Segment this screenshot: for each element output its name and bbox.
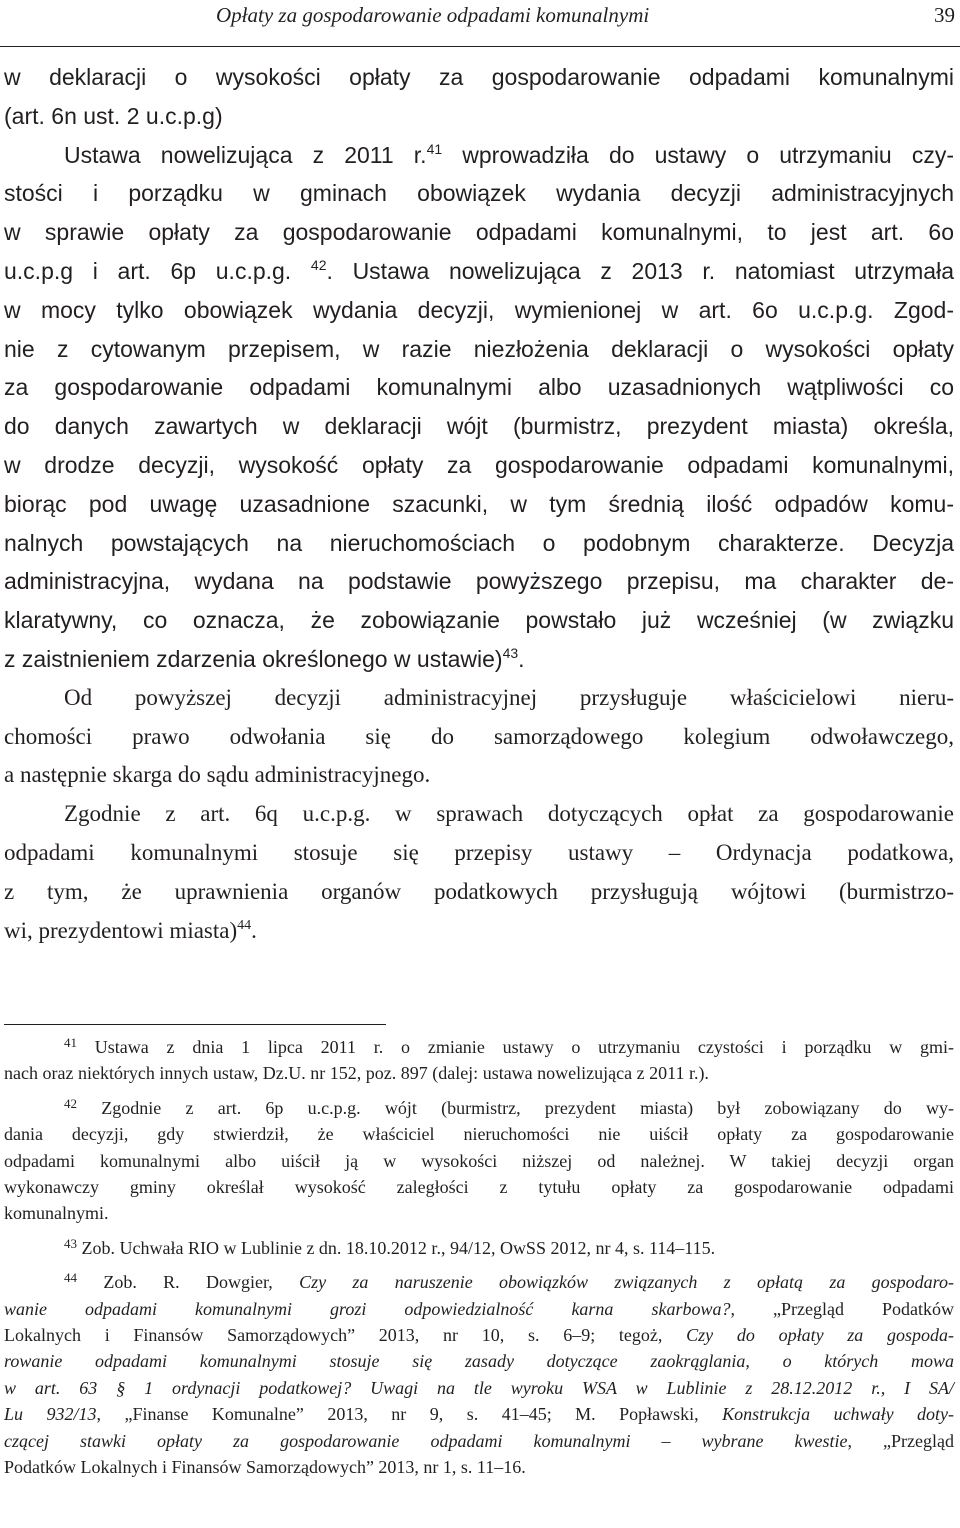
footnote-line: wykonawczy gminy określał wysokość zaległości z tytułu opłaty za gospodarowanie odpadami bbox=[4, 1177, 954, 1198]
text-line: chomości prawo odwołania się do samorządowego kolegium odwoławczego, bbox=[4, 723, 954, 749]
footnote-line: dania decyzji, gdy stwierdził, że właściciel nieruchomości nie uiścił opłaty za gospodarowanie bbox=[4, 1124, 954, 1145]
text-line: Zgodnie z art. 6q u.c.p.g. w sprawach dotyczących opłat za gospodarowanie bbox=[64, 801, 954, 827]
text-line: klaratywny, co oznacza, że zobowiązanie powstało już wcześniej (w związku bbox=[4, 607, 954, 634]
footnote-line: odpadami komunalnymi albo uiścił ją w wysokości niższej od należnej. W takiej decyzji organ bbox=[4, 1150, 954, 1171]
text-line: odpadami komunalnymi stosuje się przepisy ustawy – Ordynacja podatkowa, bbox=[4, 839, 954, 865]
cited-title: w art. 63 § 1 ordynacji podatkowej? Uwagi na tle wyroku WSA w Lublinie z 28.12.2012 r., I SA/ bbox=[4, 1377, 954, 1398]
footnote-reference: 43 bbox=[502, 644, 519, 661]
footnote-reference: 42 bbox=[310, 256, 327, 273]
footnote-line: $^{41}$ Ustawa z dnia 1 lipca 2011 r. o zmianie ustawy o utrzymaniu czystości i porządku w gmi- bbox=[64, 1035, 954, 1057]
text-line: Od powyższej decyzji administracyjnej przysługuje właścicielowi nieru- bbox=[64, 684, 954, 710]
footnote-number: 43 bbox=[64, 1235, 77, 1251]
cited-title: wanie odpadami komunalnymi grozi odpowiedzialność karna skarbowa? bbox=[4, 1298, 731, 1319]
cited-title: Czy do opłaty za gospoda- bbox=[686, 1325, 954, 1346]
text-line: z zaistnieniem zdarzenia określonego w ustawie)$^{43}$. bbox=[4, 644, 525, 672]
footnote-line: nach oraz niektórych innych ustaw, Dz.U. nr 152, poz. 897 (dalej: ustawa nowelizująca z 2011 r.). bbox=[4, 1063, 709, 1084]
cited-title: czącej stawki opłaty za gospodarowanie odpadami komunalnymi – wybrane kwestie bbox=[4, 1430, 848, 1451]
footnote-reference: 41 bbox=[426, 140, 443, 157]
cited-title: Lu 932/13 bbox=[4, 1404, 97, 1425]
cited-title: Czy za naruszenie obowiązków związanych z opłatą za gospodaro- bbox=[299, 1272, 954, 1293]
running-header bbox=[0, 0, 960, 47]
footnote-42 bbox=[4, 1095, 954, 1227]
footnote-line: komunalnymi. bbox=[4, 1203, 109, 1224]
footnote-44 bbox=[4, 1269, 954, 1480]
text-line: z tym, że uprawnienia organów podatkowych przysługują wójtowi (burmistrzo- bbox=[4, 878, 954, 904]
text-line: do danych zawartych w deklaracji wójt (burmistrz, prezydent miasta) określa, bbox=[4, 413, 954, 440]
footnote-43 bbox=[4, 1235, 954, 1261]
text-line: w sprawie opłaty za gospodarowanie odpadami komunalnymi, to jest art. 6o bbox=[4, 219, 954, 246]
footnote-line: $^{43}$ Zob. Uchwała RIO w Lublinie z dn. 18.10.2012 r., 94/12, OwSS 2012, nr 4, s. 114–115. bbox=[64, 1235, 716, 1258]
cited-title: rowanie odpadami komunalnymi stosuje się zasady dotyczące zaokrąglania, o których mowa bbox=[4, 1351, 954, 1372]
text-line: (art. 6n ust. 2 u.c.p.g) bbox=[4, 102, 223, 129]
text-line: za gospodarowanie odpadami komunalnymi albo uzasadnionych wątpliwości co bbox=[4, 374, 954, 401]
footnote-line: czącej stawki opłaty za gospodarowanie odpadami komunalnymi – wybrane kwestie, „Przegląd bbox=[4, 1430, 954, 1451]
text-line: wi, prezydentowi miasta)$^{44}$. bbox=[4, 917, 257, 943]
footnote-line: Podatków Lokalnych i Finansów Samorządowych” 2013, nr 1, s. 11–16. bbox=[4, 1457, 526, 1478]
page-number: 39 bbox=[934, 3, 955, 27]
footnote-line bbox=[4, 1348, 954, 1374]
footnote-line: wanie odpadami komunalnymi grozi odpowiedzialność karna skarbowa?, „Przegląd Podatków bbox=[4, 1298, 954, 1319]
paragraph bbox=[4, 58, 954, 136]
footnote-line: Lu 932/13, „Finanse Komunalne” 2013, nr 9, s. 41–45; M. Popławski, Konstrukcja uchwały doty- bbox=[4, 1404, 955, 1425]
footnote-number: 41 bbox=[64, 1035, 77, 1050]
text-line: administracyjna, wydana na podstawie powyższego przepisu, ma charakter de- bbox=[4, 568, 954, 595]
footnotes bbox=[4, 1034, 954, 1489]
paragraph bbox=[4, 136, 954, 679]
text-line: stości i porządku w gminach obowiązek wydania decyzji administracyjnych bbox=[4, 180, 954, 207]
text-line: nalnych powstających na nieruchomościach o podobnym charakterze. Decyzja bbox=[4, 529, 954, 556]
footnote-line: Lokalnych i Finansów Samorządowych” 2013, nr 10, s. 6–9; tegoż, Czy do opłaty za gospoda- bbox=[4, 1325, 954, 1346]
footnote-number: 44 bbox=[64, 1270, 77, 1286]
text-line: a następnie skarga do sądu administracyjnego. bbox=[4, 762, 431, 788]
paragraph bbox=[4, 795, 954, 950]
paragraph bbox=[4, 679, 954, 795]
text-line: Ustawa nowelizująca z 2011 r.$^{41}$ wprowadziła do ustawy o utrzymaniu czy- bbox=[64, 140, 954, 168]
footnote-line bbox=[4, 1375, 954, 1401]
text-line: w mocy tylko obowiązek wydania decyzji, wymienionej w art. 6o u.c.p.g. Zgod- bbox=[4, 296, 954, 323]
cited-title: Konstrukcja uchwały doty- bbox=[722, 1404, 955, 1425]
footnote-number: 42 bbox=[64, 1095, 77, 1111]
text-line: nie z cytowanym przepisem, w razie niezłożenia deklaracji o wysokości opłaty bbox=[4, 335, 954, 362]
footnote-41 bbox=[4, 1034, 954, 1087]
text-line: u.c.p.g i art. 6p u.c.p.g. $^{42}$. Ustawa nowelizująca z 2013 r. natomiast utrzymała bbox=[4, 256, 955, 284]
footnote-separator bbox=[4, 1024, 386, 1025]
footnote-line: $^{42}$ Zgodnie z art. 6p u.c.p.g. wójt (burmistrz, prezydent miasta) był zobowiązany do wy- bbox=[64, 1095, 954, 1118]
text-line: biorąc pod uwagę uzasadnione szacunki, w tym średnią ilość odpadów komu- bbox=[4, 490, 954, 517]
main-text bbox=[4, 58, 954, 950]
running-title: Opłaty za gospodarowanie odpadami komunalnymi bbox=[216, 3, 650, 27]
footnote-reference: 44 bbox=[237, 917, 252, 933]
text-line: w drodze decyzji, wysokość opłaty za gospodarowanie odpadami komunalnymi, bbox=[4, 451, 954, 478]
text-line: w deklaracji o wysokości opłaty za gospodarowanie odpadami komunalnymi bbox=[4, 64, 954, 90]
footnote-line: $^{44}$ Zob. R. Dowgier, Czy za naruszenie obowiązków związanych z opłatą za gospodaro- bbox=[64, 1270, 954, 1293]
